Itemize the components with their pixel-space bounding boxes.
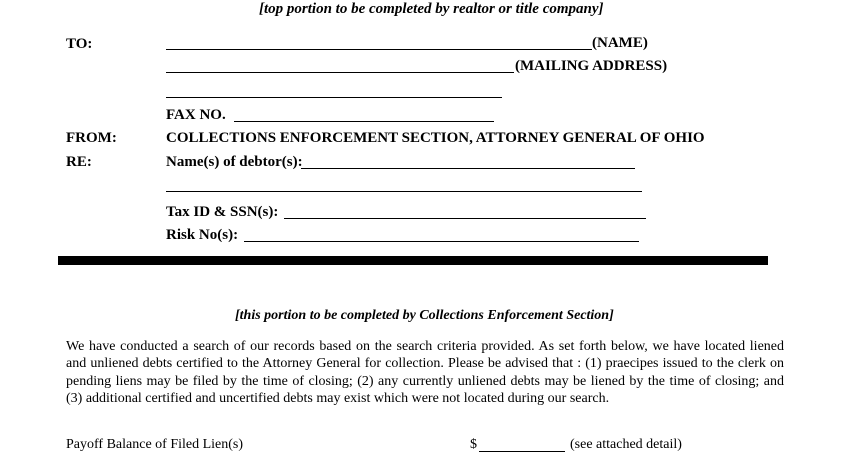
taxid-label: Tax ID & SSN(s): — [166, 204, 279, 220]
from-label: FROM: — [66, 130, 117, 146]
debtors-field[interactable] — [301, 168, 635, 169]
section-divider — [58, 256, 768, 265]
paragraph-line: and unliened debts certified to the Attorney General for collection. Please be advised that : (1) praecipes issued to the clerk on — [66, 356, 784, 372]
paragraph-line: pending liens may be filed by the time of closing; (2) any currently unliened debts may be liened by the time of closing; and — [66, 373, 784, 389]
detail-note: (see attached detail) — [570, 437, 682, 452]
top-portion-note: [top portion to be completed by realtor or title company] — [259, 1, 604, 17]
risk-field[interactable] — [244, 241, 639, 242]
dollar-sign: $ — [470, 437, 477, 452]
taxid-field[interactable] — [284, 218, 646, 219]
to-label: TO: — [66, 36, 93, 52]
mailing-address-field[interactable] — [166, 72, 514, 73]
fax-label: FAX NO. — [166, 107, 226, 123]
payoff-label: Payoff Balance of Filed Lien(s) — [66, 437, 244, 452]
name-label: (NAME) — [592, 35, 648, 51]
fax-field[interactable] — [234, 121, 494, 122]
search-result-paragraph — [66, 338, 784, 407]
risk-label: Risk No(s): — [166, 227, 239, 243]
section-note: [this portion to be completed by Collections Enforcement Section] — [235, 308, 614, 323]
name-field[interactable] — [166, 49, 592, 50]
from-value: COLLECTIONS ENFORCEMENT SECTION, ATTORNEY GENERAL OF OHIO — [166, 130, 705, 146]
re-label: RE: — [66, 154, 92, 170]
debtors-label: Name(s) of debtor(s): — [166, 154, 303, 170]
payoff-amount-field[interactable] — [479, 451, 565, 452]
paragraph-line: (3) additional certified and uncertified debts may exist which were not located during our search. — [66, 390, 610, 406]
address-line-2-field[interactable] — [166, 97, 502, 98]
mailing-address-label: (MAILING ADDRESS) — [515, 58, 668, 74]
paragraph-line: We have conducted a search of our records based on the search criteria provided. As set forth below, we have located liened — [66, 339, 784, 354]
debtors-field-line-2[interactable] — [166, 191, 642, 192]
